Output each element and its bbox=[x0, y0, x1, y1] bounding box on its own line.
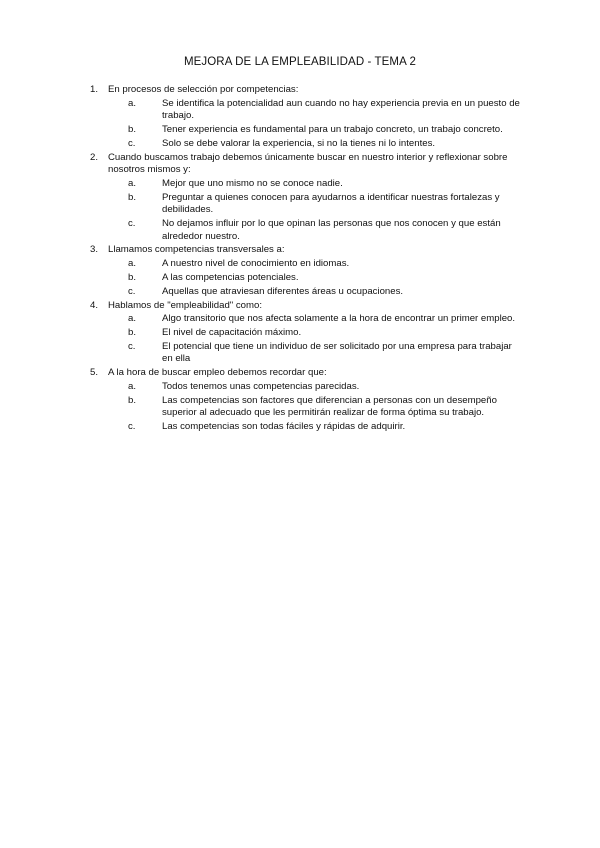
option-text: Algo transitorio que nos afecta solamente a la hora de encontrar un primer empleo. bbox=[162, 313, 516, 325]
option-letter: c. bbox=[128, 285, 136, 297]
question-number: 2. bbox=[90, 151, 99, 163]
option-c bbox=[108, 138, 520, 151]
question-text: En procesos de selección por competencias: bbox=[108, 84, 299, 95]
option-letter: b. bbox=[128, 191, 137, 203]
option-text: Preguntar a quienes conocen para ayudarnos a identificar nuestras fortalezas y debilidades. bbox=[162, 191, 500, 216]
option-letter: c. bbox=[128, 421, 136, 433]
option-text: A las competencias potenciales. bbox=[162, 271, 299, 283]
question-text: Llamamos competencias transversales a: bbox=[108, 244, 285, 256]
document-title: MEJORA DE LA EMPLEABILIDAD - TEMA 2 bbox=[183, 56, 417, 68]
option-a bbox=[108, 381, 520, 394]
question-text: Cuando buscamos trabajo debemos únicamente buscar en nuestro interior y reflexionar sobre nosotros mismos y: bbox=[108, 151, 508, 176]
question-list bbox=[90, 84, 520, 435]
option-b bbox=[108, 395, 520, 420]
option-list bbox=[108, 178, 520, 243]
question-number: 4. bbox=[90, 299, 99, 311]
option-a bbox=[108, 178, 520, 191]
question-number: 3. bbox=[90, 244, 99, 256]
option-letter: b. bbox=[128, 394, 137, 406]
option-letter: a. bbox=[128, 313, 137, 325]
question-4 bbox=[90, 300, 520, 366]
option-a bbox=[108, 313, 520, 326]
option-text: Aquellas que atraviesan diferentes áreas u ocupaciones. bbox=[162, 285, 404, 297]
option-letter: b. bbox=[128, 327, 137, 339]
option-list bbox=[108, 98, 520, 151]
option-text: El potencial que tiene un individuo de ser solicitado por una empresa para trabajar en ella bbox=[162, 340, 512, 365]
option-text: El nivel de capacitación máximo. bbox=[162, 327, 302, 339]
option-c bbox=[108, 286, 520, 299]
option-b bbox=[108, 192, 520, 217]
question-text: A la hora de buscar empleo debemos recordar que: bbox=[108, 367, 327, 379]
option-text: Tener experiencia es fundamental para un trabajo concreto, un trabajo concreto. bbox=[162, 124, 503, 136]
option-text: Todos tenemos unas competencias parecidas. bbox=[162, 381, 360, 393]
option-a bbox=[108, 258, 520, 271]
option-letter: a. bbox=[128, 258, 137, 270]
option-b bbox=[108, 272, 520, 285]
option-a bbox=[108, 98, 520, 123]
option-b bbox=[108, 327, 520, 340]
option-text: Solo se debe valorar la experiencia, si no la tienes ni lo intentes. bbox=[162, 137, 436, 149]
option-text: Las competencias son factores que diferencian a personas con un desempeño superior al adecuado que les permitirán realizar de forma óptima su trabajo. bbox=[162, 394, 497, 419]
option-letter: a. bbox=[128, 381, 137, 393]
question-number: 1. bbox=[90, 84, 99, 95]
question-1 bbox=[90, 84, 520, 150]
option-text: No dejamos influir por lo que opinan las personas que nos conocen y que están alrededor nuestro. bbox=[162, 218, 501, 242]
option-list bbox=[108, 258, 520, 298]
option-text: Las competencias son todas fáciles y rápidas de adquirir. bbox=[162, 421, 406, 433]
option-c bbox=[108, 218, 520, 243]
question-number: 5. bbox=[90, 367, 99, 379]
option-letter: b. bbox=[128, 271, 137, 283]
option-letter: c. bbox=[128, 340, 136, 352]
option-list bbox=[108, 381, 520, 434]
option-text: Mejor que uno mismo no se conoce nadie. bbox=[162, 177, 343, 189]
option-list bbox=[108, 313, 520, 366]
option-text: A nuestro nivel de conocimiento en idiomas. bbox=[162, 258, 350, 270]
question-2 bbox=[90, 152, 520, 243]
option-letter: a. bbox=[128, 97, 137, 109]
question-text: Hablamos de "empleabilidad" como: bbox=[108, 299, 262, 311]
option-c bbox=[108, 421, 520, 434]
option-letter: b. bbox=[128, 124, 137, 136]
option-letter: c. bbox=[128, 137, 136, 149]
question-3 bbox=[90, 244, 520, 298]
option-c bbox=[108, 341, 520, 366]
question-5 bbox=[90, 367, 520, 433]
option-b bbox=[108, 124, 520, 137]
option-letter: a. bbox=[128, 177, 137, 189]
option-text: Se identifica la potencialidad aun cuando no hay experiencia previa en un puesto de trabajo. bbox=[162, 97, 520, 122]
option-letter: c. bbox=[128, 218, 136, 230]
